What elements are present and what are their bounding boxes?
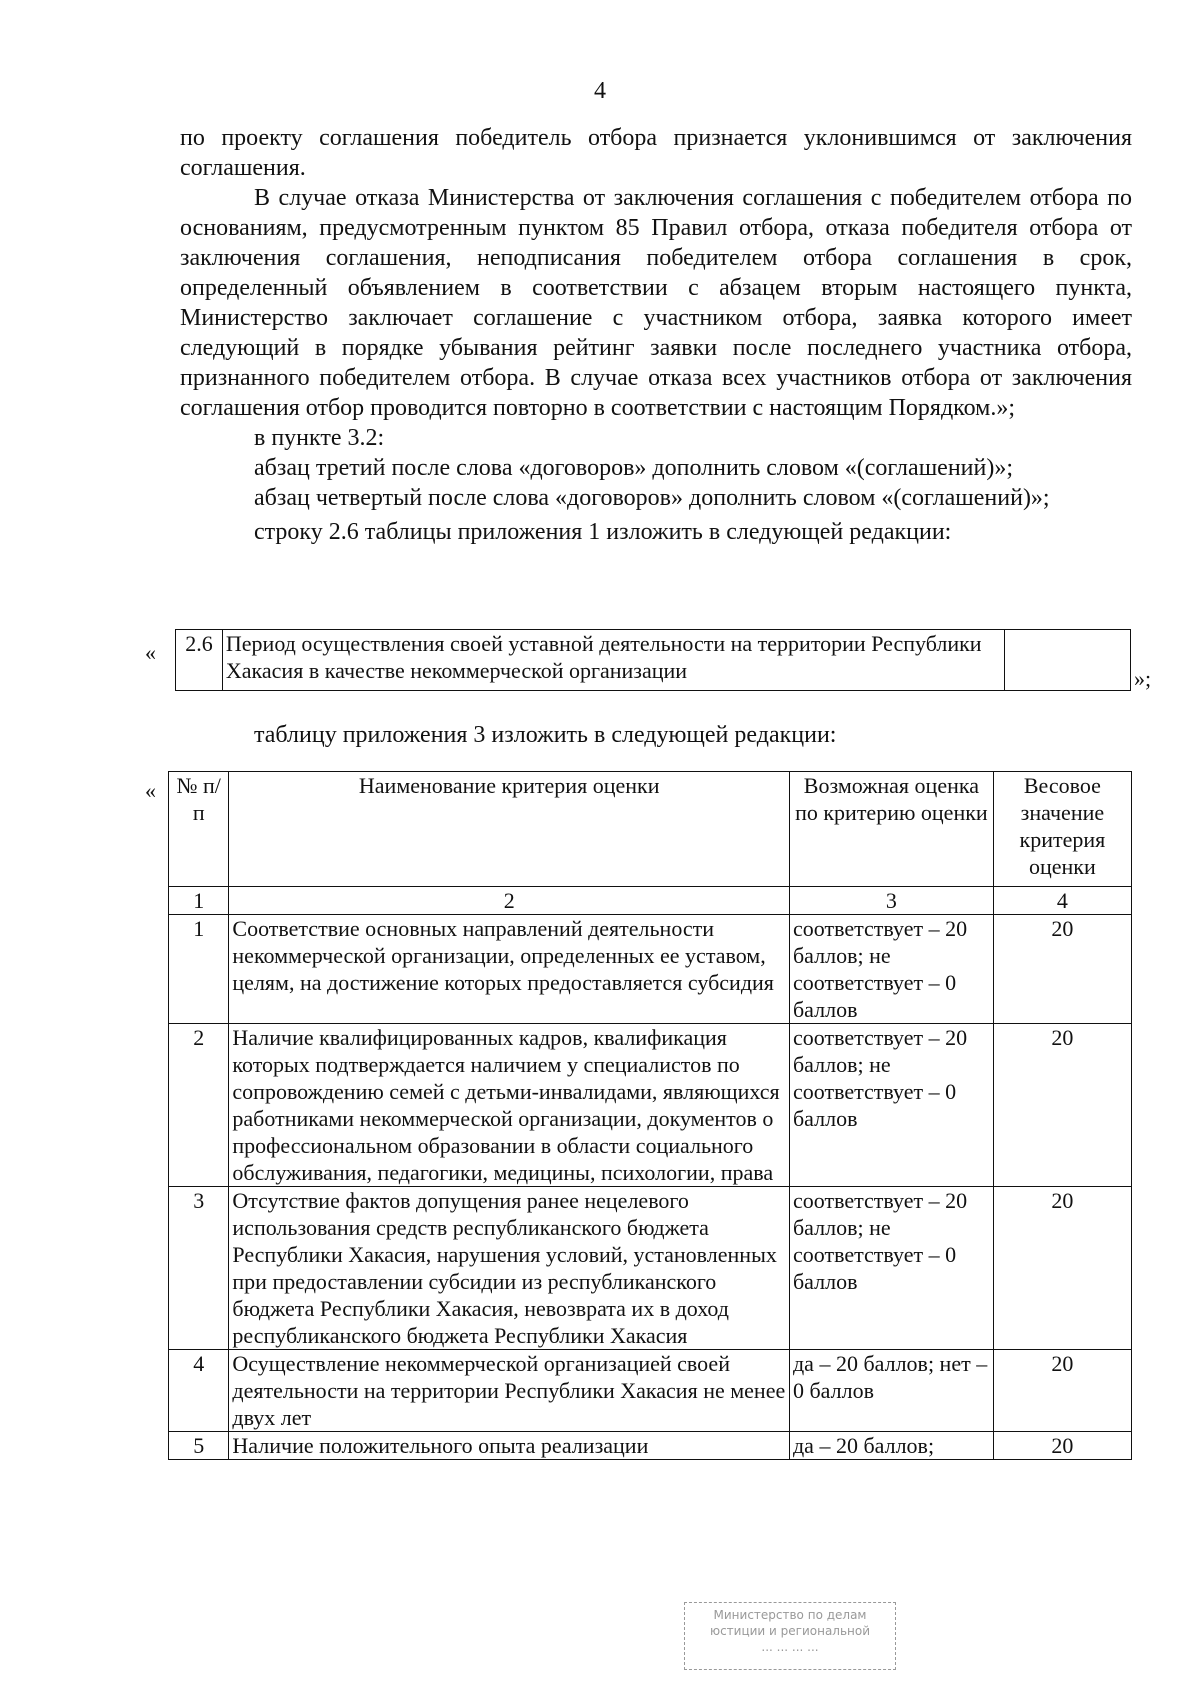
table-row	[169, 1432, 1132, 1460]
criterion-score: соответствует – 20 баллов; не соответствует – 0 баллов	[789, 915, 993, 1024]
table-row	[169, 1187, 1132, 1350]
close-quote: »;	[1134, 666, 1152, 691]
paragraph-third-abzac: абзац третий после слова «договоров» дополнить словом «(соглашений)»;	[254, 455, 1014, 481]
criterion-weight: 20	[993, 915, 1131, 1024]
page-number: 4	[594, 78, 606, 104]
criterion-weight: 20	[993, 1024, 1131, 1187]
row-2-6-table	[175, 629, 1131, 691]
table-row	[176, 630, 1131, 691]
open-quote: «	[145, 640, 156, 665]
paragraph-continuation: по проекту соглашения победитель отбора признается уклонившимся от заключения соглашения.	[180, 125, 1132, 181]
row-number: 4	[169, 1350, 229, 1432]
criterion-name: Соответствие основных направлений деятельности некоммерческой организации, определенных ее уставом, целям, на достижение которых предоставляется субсидия	[229, 915, 790, 1024]
header-criterion-name: Наименование критерия оценки	[229, 772, 790, 887]
table-row	[169, 915, 1132, 1024]
table-row	[169, 1350, 1132, 1432]
stamp-line: ... ... ... ...	[761, 1640, 819, 1654]
stamp-line: юстиции и региональной	[709, 1624, 871, 1638]
column-number: 4	[993, 887, 1131, 915]
column-number: 2	[229, 887, 790, 915]
row-number: 1	[169, 915, 229, 1024]
stamp-line: Министерство по делам	[713, 1608, 867, 1622]
registration-stamp	[684, 1602, 896, 1670]
criterion-name: Наличие квалифицированных кадров, квалификация которых подтверждается наличием у специалистов по сопровождению семей с детьми-инвалидами, являющихся работниками некоммерческой организации, документов о профессиональном образовании в области социального обслуживания, педагогики, медицины, психологии, права	[229, 1024, 790, 1187]
criteria-table	[168, 771, 1132, 1460]
row-2-6-value	[1004, 630, 1130, 691]
header-possible-score: Возможная оценка по критерию оценки	[789, 772, 993, 887]
row-number: 2	[169, 1024, 229, 1187]
open-quote-2: «	[145, 778, 156, 803]
column-number: 3	[789, 887, 993, 915]
criterion-weight: 20	[993, 1432, 1131, 1460]
paragraph-row-2-6-intro: строку 2.6 таблицы приложения 1 изложить в следующей редакции:	[254, 519, 952, 545]
row-2-6-text: Период осуществления своей уставной деятельности на территории Республики Хакасия в качестве некоммерческой организации	[222, 630, 1004, 691]
paragraph-table-3-intro: таблицу приложения 3 изложить в следующей редакции:	[254, 722, 837, 748]
paragraph-point-3-2: в пункте 3.2:	[254, 425, 385, 451]
body-text	[180, 123, 1132, 547]
row-number: 3	[169, 1187, 229, 1350]
table-row	[169, 1024, 1132, 1187]
body-text-2	[180, 720, 1132, 750]
paragraph-fourth-abzac: абзац четвертый после слова «договоров» дополнить словом «(соглашений)»;	[254, 485, 1050, 511]
criterion-name: Наличие положительного опыта реализации	[229, 1432, 790, 1460]
header-weight: Весовое значение критерия оценки	[993, 772, 1131, 887]
criterion-score: да – 20 баллов;	[789, 1432, 993, 1460]
table-header-row	[169, 772, 1132, 887]
criterion-score: соответствует – 20 баллов; не соответствует – 0 баллов	[789, 1024, 993, 1187]
column-number: 1	[169, 887, 229, 915]
criterion-score: да – 20 баллов; нет – 0 баллов	[789, 1350, 993, 1432]
table-column-numbers-row	[169, 887, 1132, 915]
criterion-weight: 20	[993, 1187, 1131, 1350]
paragraph-refusal-case: В случае отказа Министерства от заключения соглашения с победителем отбора по основаниям, предусмотренным пунктом 85 Правил отбора, отказа победителя отбора от заключения соглашения, неподписания победителем отбора соглашения в срок, определенный объявлением в соответствии с абзацем вторым настоящего пункта, Министерство заключает соглашение с участником отбора, заявка которого имеет следующий в порядке убывания рейтинг заявки после последнего участника отбора, признанного победителем отбора. В случае отказа всех участников отбора от заключения соглашения отбор проводится повторно в соответствии с настоящим Порядком.»;	[180, 185, 1132, 421]
criterion-score: соответствует – 20 баллов; не соответствует – 0 баллов	[789, 1187, 993, 1350]
criterion-weight: 20	[993, 1350, 1131, 1432]
row-number: 5	[169, 1432, 229, 1460]
row-2-6-number: 2.6	[176, 630, 223, 691]
criterion-name: Отсутствие фактов допущения ранее нецелевого использования средств республиканского бюджета Республики Хакасия, нарушения условий, установленных при предоставлении субсидии из республиканского бюджета Республики Хакасия, невозврата их в доход республиканского бюджета Республики Хакасия	[229, 1187, 790, 1350]
criterion-name: Осуществление некоммерческой организацией своей деятельности на территории Республики Хакасия не менее двух лет	[229, 1350, 790, 1432]
header-number: № п/п	[169, 772, 229, 887]
